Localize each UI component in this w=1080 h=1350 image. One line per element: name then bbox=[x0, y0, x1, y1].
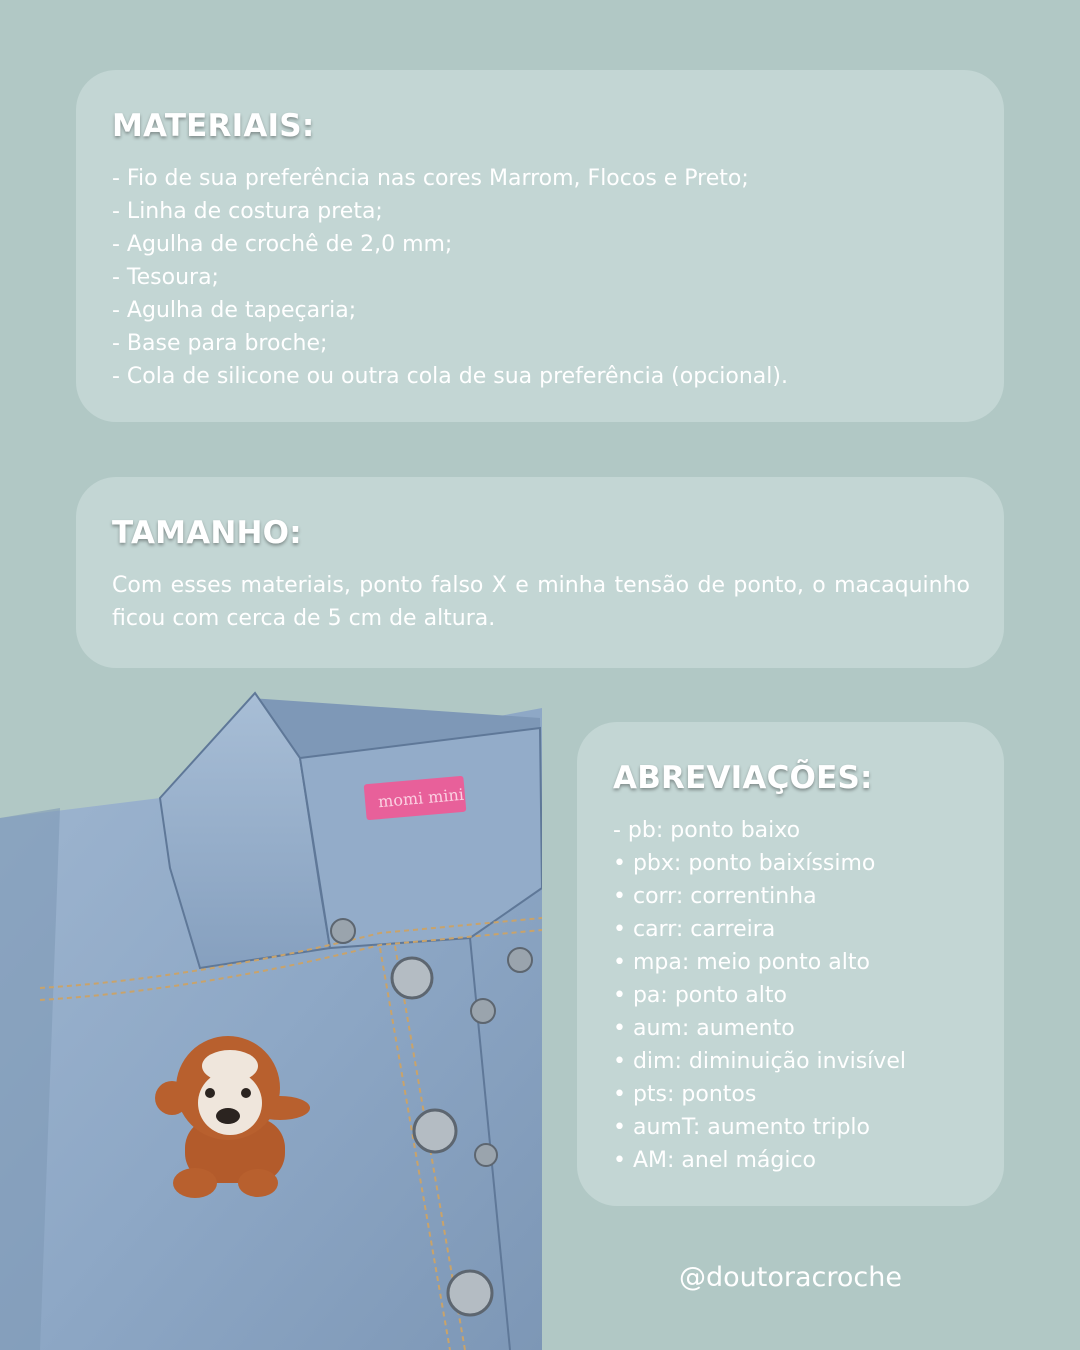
list-item: - Fio de sua preferência nas cores Marrom, Flocos e Preto; bbox=[112, 166, 749, 191]
list-item: • pbx: ponto baixíssimo bbox=[613, 851, 876, 876]
list-item: - Agulha de tapeçaria; bbox=[112, 298, 357, 323]
list-item: • aum: aumento bbox=[613, 1016, 795, 1041]
list-item: - Linha de costura preta; bbox=[112, 199, 383, 224]
list-item: • aumT: aumento triplo bbox=[613, 1115, 870, 1140]
list-item: • pa: ponto alto bbox=[613, 983, 787, 1008]
list-item: • corr: correntinha bbox=[613, 884, 817, 909]
abbreviations-card bbox=[577, 722, 1004, 1206]
size-description: Com esses materiais, ponto falso X e minha tensão de ponto, o macaquinho ficou com cerca de 5 cm de altura. bbox=[112, 573, 970, 631]
abbreviations-list bbox=[613, 814, 984, 1177]
abbreviations-title: ABREVIAÇÕES: bbox=[613, 760, 873, 796]
label-brand-text: momi mini bbox=[377, 784, 465, 812]
list-item: - Agulha de crochê de 2,0 mm; bbox=[112, 232, 453, 257]
list-item: - Cola de silicone ou outra cola de sua preferência (opcional). bbox=[112, 364, 788, 389]
size-card bbox=[76, 477, 1004, 668]
list-item: • pts: pontos bbox=[613, 1082, 757, 1107]
list-item: • carr: carreira bbox=[613, 917, 776, 942]
materials-list bbox=[112, 162, 968, 393]
list-item: • mpa: meio ponto alto bbox=[613, 950, 870, 975]
instagram-handle: @doutoracroche bbox=[679, 1262, 902, 1293]
denim-jacket-photo bbox=[0, 688, 542, 1350]
size-title: TAMANHO: bbox=[112, 515, 302, 551]
materials-card bbox=[76, 70, 1004, 422]
list-item: - pb: ponto baixo bbox=[613, 818, 801, 843]
list-item: - Base para broche; bbox=[112, 331, 328, 356]
list-item: • dim: diminuição invisível bbox=[613, 1049, 906, 1074]
list-item: • AM: anel mágico bbox=[613, 1148, 817, 1173]
materials-title: MATERIAIS: bbox=[112, 108, 315, 144]
list-item: - Tesoura; bbox=[112, 265, 219, 290]
